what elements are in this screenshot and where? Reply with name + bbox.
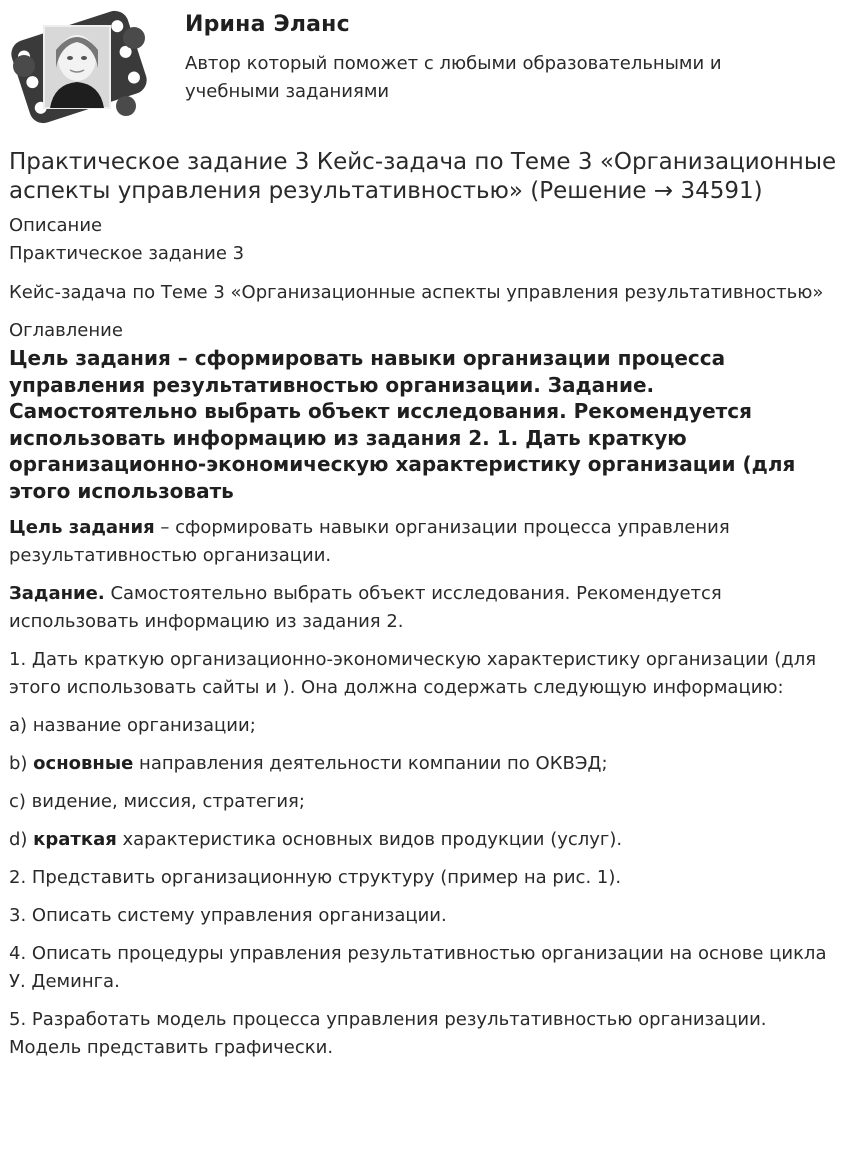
list-item-1: 1. Дать краткую организационно-экономическую характеристику организации (для этого использовать сайты и ). Она должна содержать следующую информацию: (9, 649, 817, 698)
list-item-a: a) название организации; (9, 715, 256, 736)
author-card (0, 0, 847, 130)
description-line-1: Практическое задание 3 (9, 243, 245, 264)
item-b-prefix: b) (9, 753, 34, 774)
author-name: Ирина Эланс (185, 12, 350, 37)
task-text: Самостоятельно выбрать объект исследования. Рекомендуется использовать информацию из задания 2. (9, 583, 722, 632)
contents-summary: Цель задания – сформировать навыки организации процесса управления результативностью организации. Задание. Самостоятельно выбрать объект исследования. Рекомендуется использовать информацию из задания 2. 1. Дать краткую организационно-экономическую характеристику организации (для этого использовать (9, 346, 796, 503)
goal-label: Цель задания (9, 517, 155, 538)
goal-text: – сформировать навыки организации процесса управления результативностью организации. (9, 517, 730, 566)
goal-paragraph (9, 514, 837, 570)
item-d-prefix: d) (9, 829, 34, 850)
list-item-c: c) видение, миссия, стратегия; (9, 791, 305, 812)
item-d-text: характеристика основных видов продукции (услуг). (116, 829, 623, 850)
task-paragraph (9, 580, 837, 636)
list-item-4: 4. Описать процедуры управления результативностью организации на основе цикла У. Деминга. (9, 943, 827, 992)
list-item-5: 5. Разработать модель процесса управления результативностью организации. Модель представить графически. (9, 1009, 767, 1058)
contents-label: Оглавление (9, 320, 123, 341)
task-label: Задание. (9, 583, 105, 604)
list-item-3: 3. Описать систему управления организации. (9, 905, 447, 926)
item-b-bold: основные (33, 753, 134, 774)
description-line-2: Кейс-задача по Теме 3 «Организационные аспекты управления результативностью» (9, 282, 824, 303)
list-item-d (9, 826, 837, 854)
description-label: Описание (9, 215, 103, 236)
item-b-text: направления деятельности компании по ОКВЭД; (133, 753, 608, 774)
document-body (9, 148, 837, 1062)
list-item-b (9, 750, 837, 778)
item-d-bold: краткая (33, 829, 117, 850)
film-reel-portrait-icon (6, 6, 152, 128)
page-title: Практическое задание 3 Кейс-задача по Теме 3 «Организационные аспекты управления результативностью» (Решение → 34591) (9, 149, 837, 204)
author-description: Автор который поможет с любыми образовательными и учебными заданиями (185, 53, 722, 102)
list-item-2: 2. Представить организационную структуру (пример на рис. 1). (9, 867, 622, 888)
